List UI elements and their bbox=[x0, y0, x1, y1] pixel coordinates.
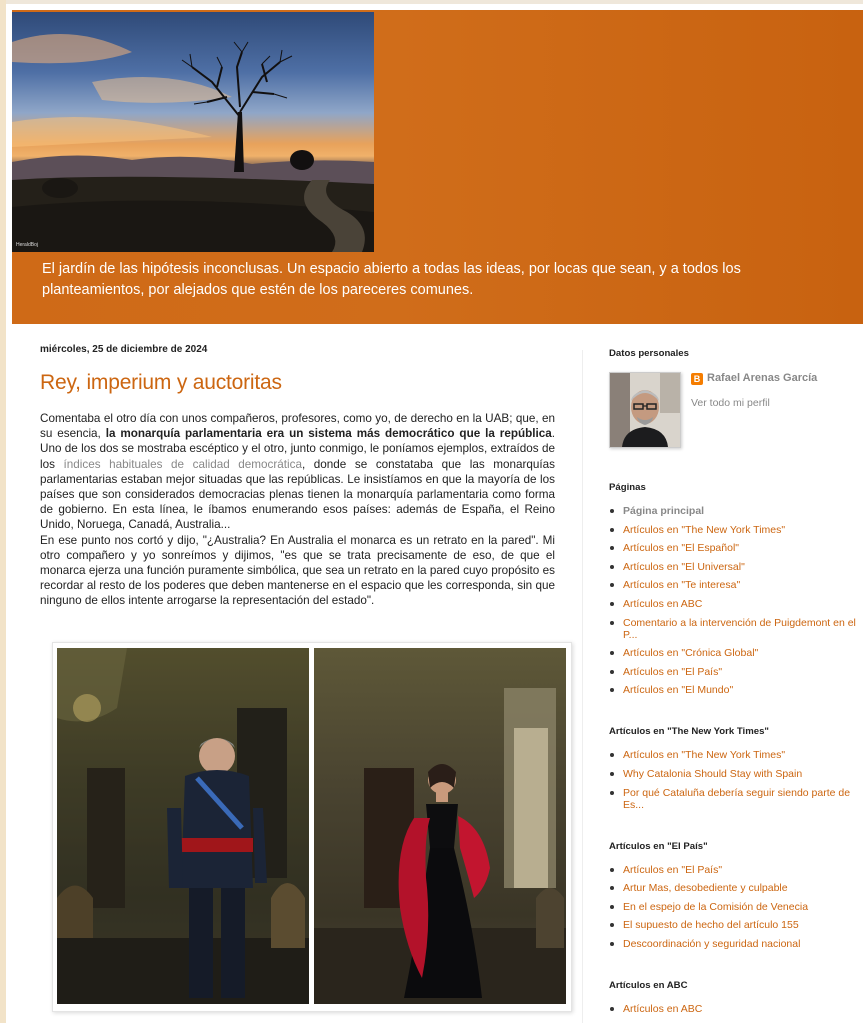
avatar-illustration bbox=[610, 373, 680, 447]
elpais-link[interactable]: El supuesto de hecho del artículo 155 bbox=[609, 919, 859, 931]
post-image[interactable] bbox=[52, 642, 572, 1012]
blogger-icon: B bbox=[691, 373, 703, 385]
elpais-widget-title: Artículos en "El País" bbox=[609, 840, 708, 852]
landscape-illustration bbox=[12, 12, 374, 252]
sidebar bbox=[609, 348, 859, 1022]
quality-index-link[interactable]: índices habituales de calidad democrática bbox=[63, 457, 302, 471]
blog-post bbox=[40, 344, 555, 609]
top-border bbox=[0, 0, 863, 4]
queen-portrait bbox=[314, 648, 566, 1004]
elpais-widget bbox=[609, 841, 859, 950]
abc-widget bbox=[609, 980, 859, 1015]
page-link[interactable]: Artículos en ABC bbox=[609, 598, 859, 610]
post-text: Comentaba el otro día con unos compañeros, profesores, como yo, de derecho en la UAB; que, en su esencia, bbox=[40, 412, 555, 441]
nyt-link[interactable]: Por qué Cataluña debería seguir siendo parte de Es... bbox=[609, 787, 859, 811]
elpais-link[interactable]: Artículos en "El País" bbox=[609, 864, 859, 876]
blog-header bbox=[12, 10, 863, 324]
page-link[interactable]: Artículos en "El Mundo" bbox=[609, 684, 859, 696]
post-bold-text: la monarquía parlamentaria era un sistema más democrático que la república bbox=[105, 427, 552, 441]
nyt-widget-title: Artículos en "The New York Times" bbox=[609, 726, 769, 738]
left-border bbox=[0, 0, 6, 1023]
page-link[interactable]: Artículos en "Te interesa" bbox=[609, 579, 859, 591]
page-link[interactable]: Página principal bbox=[609, 505, 859, 517]
post-text: . Uno de los dos se mostraba escéptico y el otro, junto conmigo, le poníamos ejemplos, extraídos de los bbox=[40, 427, 555, 471]
profile-widget bbox=[609, 348, 859, 448]
queen-illustration bbox=[314, 648, 566, 1004]
pages-widget bbox=[609, 482, 859, 696]
post-body bbox=[40, 411, 555, 609]
page-link[interactable]: Comentario a la intervención de Puigdemont en el P... bbox=[609, 617, 859, 641]
king-portrait bbox=[57, 648, 309, 1004]
nyt-link[interactable]: Why Catalonia Should Stay with Spain bbox=[609, 768, 859, 780]
page-link[interactable]: Artículos en "El Español" bbox=[609, 542, 859, 554]
elpais-link[interactable]: Descoordinación y seguridad nacional bbox=[609, 938, 859, 950]
abc-widget-title: Artículos en ABC bbox=[609, 979, 688, 991]
page-link[interactable]: Artículos en "Crónica Global" bbox=[609, 647, 859, 659]
nyt-link[interactable]: Artículos en "The New York Times" bbox=[609, 749, 859, 761]
elpais-link[interactable]: Artur Mas, desobediente y culpable bbox=[609, 882, 859, 894]
profile-widget-title: Datos personales bbox=[609, 348, 689, 359]
photo-caption: HeraldBoj bbox=[16, 242, 38, 248]
page-link[interactable]: Artículos en "El Universal" bbox=[609, 561, 859, 573]
elpais-link[interactable]: En el espejo de la Comisión de Venecia bbox=[609, 901, 859, 913]
view-profile-link[interactable]: Ver todo mi perfil bbox=[691, 397, 770, 409]
post-paragraph-1 bbox=[40, 411, 555, 533]
avatar[interactable] bbox=[609, 372, 681, 448]
post-date: miércoles, 25 de diciembre de 2024 bbox=[40, 344, 208, 355]
header-photo[interactable] bbox=[12, 12, 374, 252]
pages-widget-title: Páginas bbox=[609, 482, 646, 493]
profile-name: Rafael Arenas García bbox=[707, 372, 818, 384]
post-title[interactable]: Rey, imperium y auctoritas bbox=[40, 371, 282, 394]
post-text: , donde se constataba que las monarquías parlamentarias estaban mejor situadas que las repúblicas. Le insistíamos en que la mayoría de los países que son considerados democracias plenas tienen la monarquía parlamentaria como forma de gobierno. En esta línea, le íbamos enumerando esos países: además de España, el Reino Unido, Noruega, Canadá, Australia... bbox=[40, 457, 555, 532]
page-link[interactable]: Artículos en "The New York Times" bbox=[609, 524, 859, 536]
blog-description: El jardín de las hipótesis inconclusas. Un espacio abierto a todas las ideas, por locas que sean, y a todos los planteamientos, por alejados que estén de los pareceres comunes. bbox=[42, 261, 741, 298]
column-divider bbox=[582, 350, 583, 1023]
page-link[interactable]: Artículos en "El País" bbox=[609, 666, 859, 678]
nyt-widget bbox=[609, 726, 859, 810]
profile-name-link[interactable] bbox=[691, 372, 817, 385]
post-paragraph-2: En ese punto nos cortó y dijo, "¿Australia? En Australia el monarca es un retrato en la pared". Mi otro compañero y yo sonreímos y dijimos, "es que se trata precisamente de eso, de que el monarca ejerza una función puramente simbólica, que sea un retrato en la pared cuyo propósito es recordar al resto de los poderes que deben mantenerse en el espacio que les corresponda, sin que ninguno de ellos intente arrogarse la representación del estado". bbox=[40, 533, 555, 608]
king-illustration bbox=[57, 648, 309, 1004]
abc-link[interactable]: Artículos en ABC bbox=[609, 1003, 859, 1015]
